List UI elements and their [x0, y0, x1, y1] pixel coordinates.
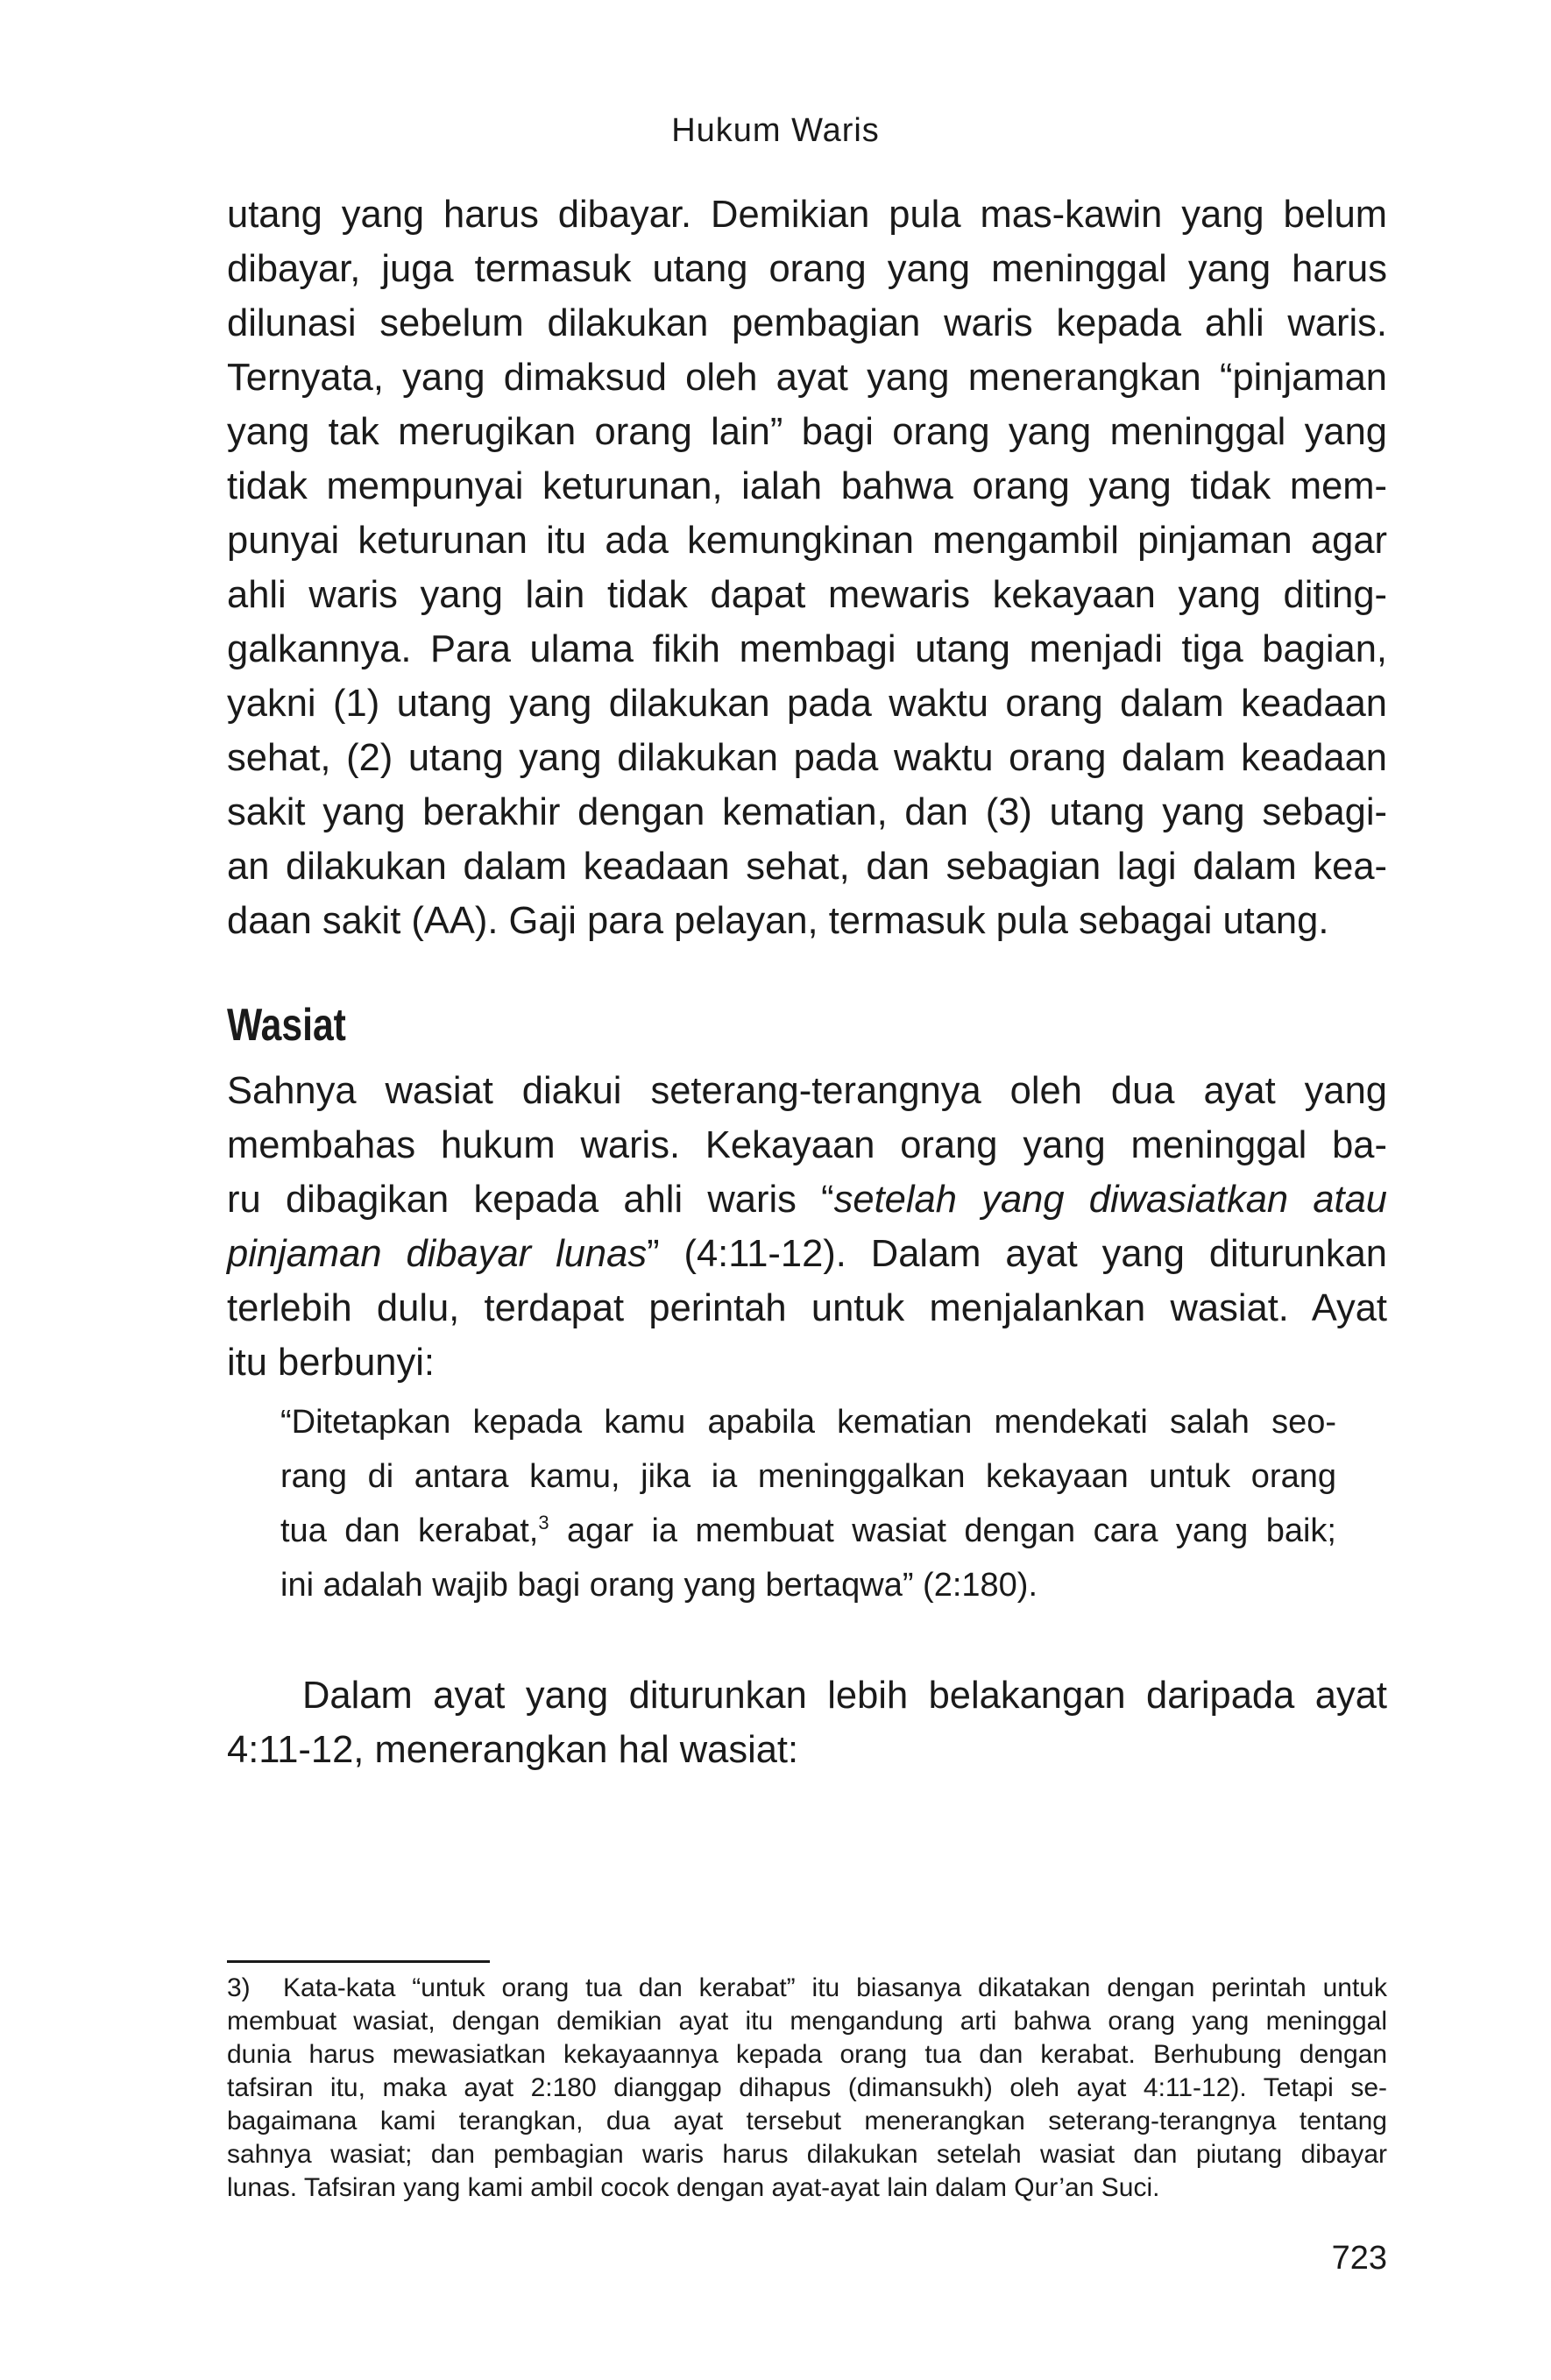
text-line: ahli waris yang lain tidak dapat mewaris kekayaan yang diting- — [227, 574, 1387, 616]
footnote-line: bagaimana kami terangkan, dua ayat tersebut menerangkan seterang-terangnya tentang — [227, 2107, 1387, 2136]
text-line: Dalam ayat yang diturunkan lebih belakangan daripada ayat — [302, 1675, 1387, 1717]
footnote-line: lunas. Tafsiran yang kami ambil cocok dengan ayat-ayat lain dalam Qur’an Suci. — [227, 2173, 1160, 2202]
text-run: agar ia membuat wasiat dengan cara yang baik; — [549, 1512, 1336, 1549]
text-line: dibayar, juga termasuk utang orang yang meninggal yang harus — [227, 248, 1387, 290]
paragraph-text — [227, 1668, 1387, 1777]
paragraph-text — [227, 188, 1387, 948]
section-heading: Wasiat — [227, 1000, 346, 1051]
text-line: Sahnya wasiat diakui seterang-terangnya oleh dua ayat yang — [227, 1070, 1387, 1112]
text-line: 4:11-12, menerangkan hal wasiat: — [227, 1729, 799, 1771]
text-line: punyai keturunan itu ada kemungkinan mengambil pinjaman agar — [227, 520, 1387, 562]
text-line — [227, 1227, 1387, 1281]
footnote-line: tafsiran itu, maka ayat 2:180 dianggap dihapus (dimansukh) oleh ayat 4:11-12). Tetapi se- — [227, 2073, 1387, 2102]
quote-line — [280, 1504, 1336, 1558]
text-line — [227, 1172, 1387, 1227]
text-line: an dilakukan dalam keadaan sehat, dan sebagian lagi dalam kea- — [227, 846, 1387, 888]
quote-line: rang di antara kamu, jika ia meninggalkan kekayaan untuk orang — [280, 1458, 1336, 1495]
text-line: sakit yang berakhir dengan kematian, dan (3) utang yang sebagi- — [227, 791, 1387, 833]
text-line: yakni (1) utang yang dilakukan pada waktu orang dalam keadaan — [227, 683, 1387, 725]
page-number: 723 — [1331, 2240, 1387, 2277]
text-line: galkannya. Para ulama fikih membagi utang menjadi tiga bagian, — [227, 628, 1387, 670]
text-run: tua dan kerabat, — [280, 1512, 539, 1549]
quote-line: ini adalah wajib bagi orang yang bertaqwa” (2:180). — [280, 1567, 1038, 1604]
paragraph-wasiat — [227, 1064, 1387, 1390]
footnote-number: 3) — [227, 1973, 251, 2002]
text-line: Ternyata, yang dimaksud oleh ayat yang menerangkan “pinjaman — [227, 357, 1387, 399]
italic-citation: pinjaman dibayar lunas — [227, 1233, 648, 1275]
footnote-line — [227, 1972, 1387, 2005]
paragraph-later-verse — [227, 1668, 1387, 1777]
text-line: membahas hukum waris. Kekayaan orang yang meninggal ba- — [227, 1124, 1387, 1166]
text-line: terlebih dulu, terdapat perintah untuk menjalankan wasiat. Ayat — [227, 1287, 1387, 1329]
text-run: ru dibagikan kepada ahli waris “ — [227, 1179, 834, 1221]
footnote — [227, 1972, 1387, 2205]
text-line: dilunasi sebelum dilakukan pembagian waris kepada ahli waris. — [227, 302, 1387, 344]
quote-line: “Ditetapkan kepada kamu apabila kematian mendekati salah seo- — [280, 1404, 1336, 1441]
footnote-line: sahnya wasiat; dan pembagian waris harus dilakukan setelah wasiat dan piutang dibayar — [227, 2140, 1387, 2169]
italic-citation: setelah yang diwasiatkan atau — [833, 1179, 1388, 1221]
text-line: itu berbunyi: — [227, 1342, 435, 1384]
footnote-line: dunia harus mewasiatkan kekayaannya kepada orang tua dan kerabat. Berhubung dengan — [227, 2040, 1387, 2069]
text-line: sehat, (2) utang yang dilakukan pada waktu orang dalam keadaan — [227, 737, 1387, 779]
text-line: utang yang harus dibayar. Demikian pula mas-kawin yang belum — [227, 194, 1387, 236]
footnote-divider — [227, 1960, 490, 1963]
paragraph-debts — [227, 188, 1387, 948]
text-line: yang tak merugikan orang lain” bagi orang yang meninggal yang — [227, 411, 1387, 453]
text-run: ” (4:11-12). Dalam ayat yang diturunkan — [647, 1233, 1387, 1275]
paragraph-text — [227, 1064, 1387, 1390]
text-run: Kata-kata “untuk orang tua dan kerabat” itu biasanya dikatakan dengan perintah untuk — [283, 1973, 1387, 2002]
block-quote — [280, 1395, 1336, 1612]
text-line: daan sakit (AA). Gaji para pelayan, termasuk pula sebagai utang. — [227, 900, 1329, 942]
footnote-reference[interactable]: 3 — [538, 1512, 549, 1534]
text-line: tidak mempunyai keturunan, ialah bahwa orang yang tidak mem- — [227, 465, 1387, 507]
footnote-line: membuat wasiat, dengan demikian ayat itu mengandung arti bahwa orang yang meninggal — [227, 2007, 1387, 2036]
running-header: Hukum Waris — [671, 112, 880, 149]
